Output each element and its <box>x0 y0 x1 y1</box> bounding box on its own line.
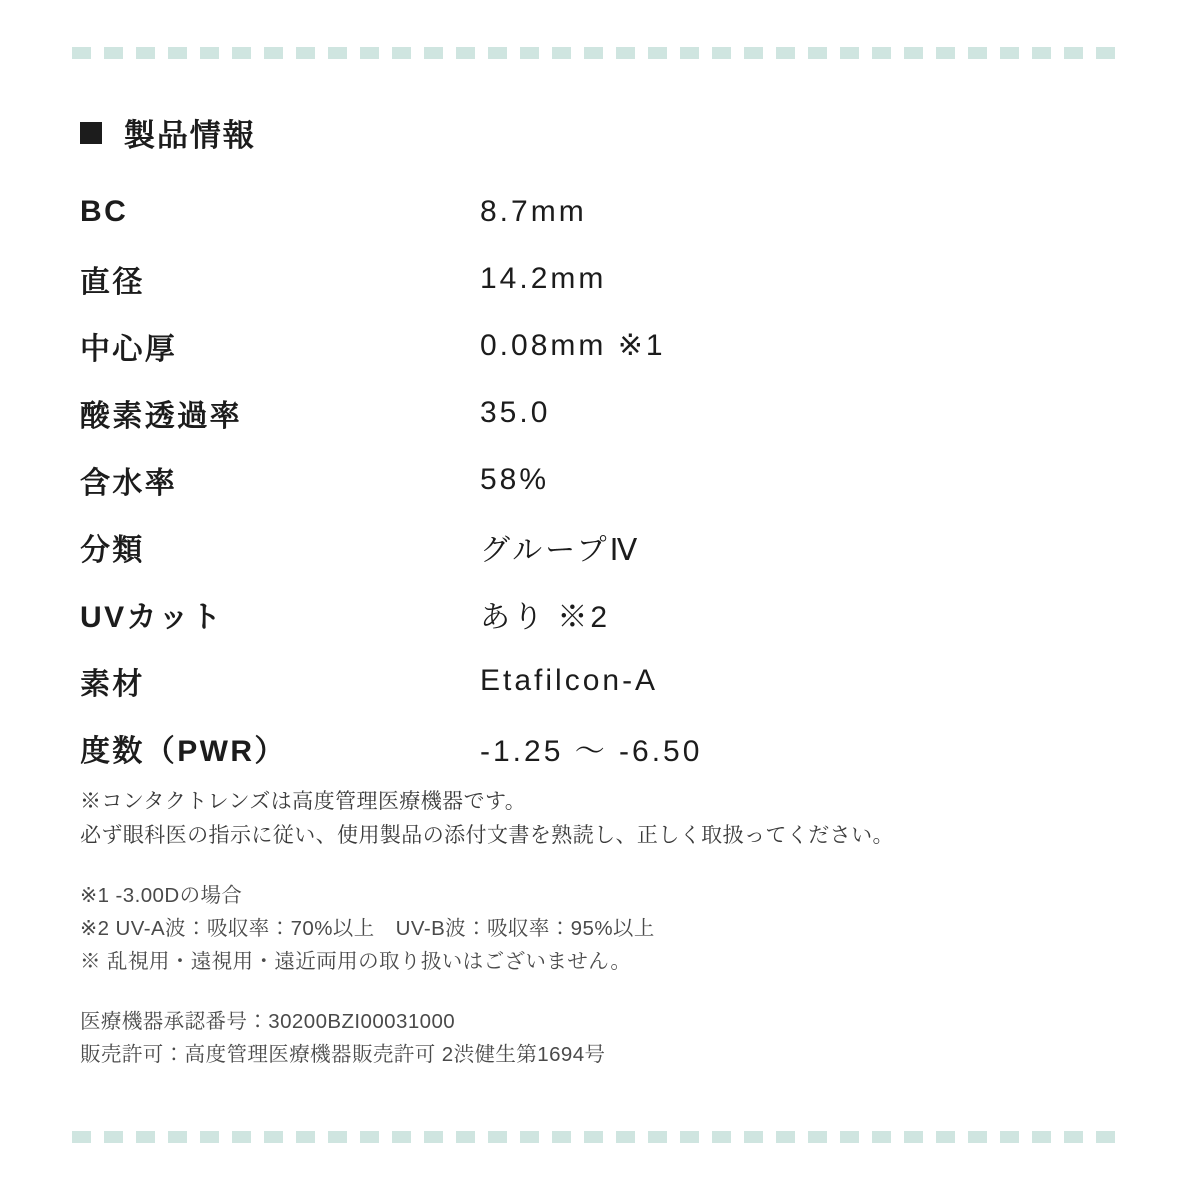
spec-value: -1.25 ～ -6.50 <box>480 734 703 768</box>
dot <box>328 1131 347 1143</box>
dot <box>1032 47 1051 59</box>
dot <box>1096 47 1115 59</box>
table-row <box>80 312 1080 379</box>
page-title <box>80 110 255 155</box>
warning-note-line-1: ※コンタクトレンズは高度管理医療機器です。 <box>80 790 527 813</box>
dot <box>264 1131 283 1143</box>
dot <box>648 1131 667 1143</box>
table-row <box>80 580 1080 647</box>
dot <box>168 47 187 59</box>
table-row <box>80 379 1080 446</box>
dot <box>744 1131 763 1143</box>
footnote-1: ※1 -3.00Dの場合 <box>80 884 243 908</box>
warning-note-line-2: 必ず眼科医の指示に従い、使用製品の添付文書を熟読し、正しく取扱ってください。 <box>80 824 894 848</box>
dot <box>456 47 475 59</box>
dot <box>712 47 731 59</box>
spec-value: 35.0 <box>480 395 551 429</box>
spec-label: 分類 <box>80 533 145 567</box>
dot <box>968 47 987 59</box>
dot <box>552 1131 571 1143</box>
dot <box>904 47 923 59</box>
spec-value: 8.7mm <box>480 194 587 228</box>
spec-value: グループⅣ <box>480 533 641 567</box>
dot <box>456 1131 475 1143</box>
dot <box>72 1131 91 1143</box>
spec-label: BC <box>80 194 129 228</box>
dot <box>808 1131 827 1143</box>
dot <box>392 47 411 59</box>
dot <box>1000 47 1019 59</box>
approval-number: 医療機器承認番号：30200BZI00031000 <box>80 1009 456 1033</box>
dot <box>424 1131 443 1143</box>
spec-label: 酸素透過率 <box>80 399 242 433</box>
dot <box>968 1131 987 1143</box>
dot <box>1064 1131 1083 1143</box>
dot <box>1000 1131 1019 1143</box>
product-spec-table-body <box>80 178 1080 781</box>
filled-square-icon <box>80 122 102 144</box>
spec-value: 14.2mm <box>480 261 607 295</box>
table-row <box>80 245 1080 312</box>
spec-value: あり ※2 <box>480 600 611 634</box>
spec-value: 0.08mm ※1 <box>480 329 666 362</box>
dot <box>232 47 251 59</box>
dot <box>1032 1131 1051 1143</box>
dot <box>744 47 763 59</box>
dot <box>808 47 827 59</box>
product-spec-table <box>80 178 1080 781</box>
spec-label: UVカット <box>80 600 224 634</box>
dot <box>488 47 507 59</box>
dot <box>840 1131 859 1143</box>
dot <box>680 47 699 59</box>
dot <box>936 1131 955 1143</box>
spec-label: 含水率 <box>80 466 178 500</box>
spec-label: 中心厚 <box>80 332 178 366</box>
table-row <box>80 513 1080 580</box>
dot <box>584 1131 603 1143</box>
dot <box>72 47 91 59</box>
decorative-dotted-rule-top <box>72 47 1128 59</box>
table-row <box>80 446 1080 513</box>
dot <box>392 1131 411 1143</box>
dot <box>360 1131 379 1143</box>
dot <box>936 47 955 59</box>
dot <box>584 47 603 59</box>
warning-note <box>80 785 1130 853</box>
dot <box>520 1131 539 1143</box>
dot <box>200 47 219 59</box>
decorative-dotted-rule-bottom <box>72 1131 1128 1143</box>
dot <box>872 47 891 59</box>
dot <box>616 47 635 59</box>
dot <box>776 47 795 59</box>
footnote-3: ※ 乱視用・遠視用・遠近両用の取り扱いはございません。 <box>80 950 632 974</box>
table-row <box>80 647 1080 714</box>
sales-permit: 販売許可：高度管理医療機器販売許可 2渋健生第1694号 <box>80 1042 606 1066</box>
dot <box>360 47 379 59</box>
dot <box>424 47 443 59</box>
page-title-label: 製品情報 <box>124 118 256 153</box>
dot <box>168 1131 187 1143</box>
license-info <box>80 1005 1130 1071</box>
dot <box>232 1131 251 1143</box>
dot <box>200 1131 219 1143</box>
dot <box>488 1131 507 1143</box>
notes-area <box>80 785 1130 1071</box>
dot <box>712 1131 731 1143</box>
spec-label: 素材 <box>80 667 145 701</box>
table-row <box>80 714 1080 781</box>
dot <box>136 47 155 59</box>
dot <box>296 47 315 59</box>
spec-value: 58% <box>480 462 550 496</box>
dot <box>264 47 283 59</box>
dot <box>616 1131 635 1143</box>
dot <box>904 1131 923 1143</box>
dot <box>872 1131 891 1143</box>
dot <box>1096 1131 1115 1143</box>
spec-label: 直径 <box>80 265 145 299</box>
dot <box>840 47 859 59</box>
dot <box>104 1131 123 1143</box>
dot <box>680 1131 699 1143</box>
dot <box>296 1131 315 1143</box>
dot <box>104 47 123 59</box>
dot <box>648 47 667 59</box>
dot <box>776 1131 795 1143</box>
spec-value: Etafilcon-A <box>480 663 659 697</box>
dot <box>520 47 539 59</box>
dot <box>552 47 571 59</box>
footnote-2: ※2 UV-A波：吸収率：70%以上 UV-B波：吸収率：95%以上 <box>80 917 655 941</box>
footnote-list <box>80 879 1130 979</box>
dot <box>136 1131 155 1143</box>
spec-label: 度数（PWR） <box>80 734 287 768</box>
table-row <box>80 178 1080 245</box>
dot <box>1064 47 1083 59</box>
dot <box>328 47 347 59</box>
